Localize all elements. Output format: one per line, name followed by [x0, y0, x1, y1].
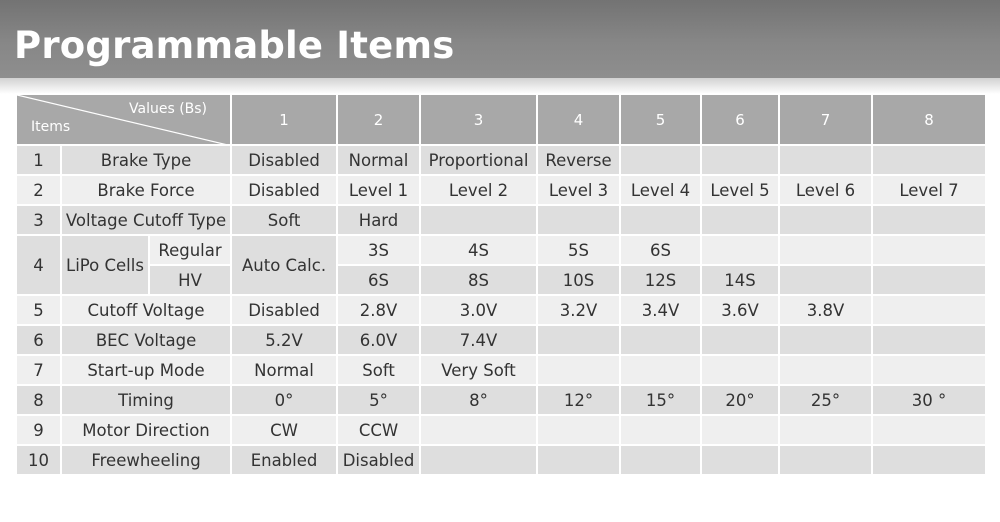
- value-cell: [420, 205, 537, 235]
- value-cell: [872, 355, 986, 385]
- value-cell: 6S: [337, 265, 420, 295]
- value-cell: [537, 445, 620, 475]
- table-row: [16, 325, 986, 355]
- value-cell: [779, 445, 872, 475]
- item-name: Motor Direction: [61, 415, 231, 445]
- value-cell: CCW: [337, 415, 420, 445]
- table-row: [16, 355, 986, 385]
- item-name: Brake Type: [61, 145, 231, 175]
- row-number: 6: [16, 325, 61, 355]
- value-cell: [537, 415, 620, 445]
- value-cell: [872, 445, 986, 475]
- value-cell: [779, 265, 872, 295]
- value-cell: CW: [231, 415, 337, 445]
- value-cell: [779, 415, 872, 445]
- table-row: [16, 145, 986, 175]
- value-cell: [701, 415, 779, 445]
- table-row: [16, 205, 986, 235]
- column-header: 1: [231, 94, 337, 145]
- value-cell: [701, 145, 779, 175]
- value-cell: [620, 145, 701, 175]
- column-header: 3: [420, 94, 537, 145]
- value-cell: Disabled: [337, 445, 420, 475]
- value-cell: 12S: [620, 265, 701, 295]
- item-name: Voltage Cutoff Type: [61, 205, 231, 235]
- value-cell: [620, 205, 701, 235]
- row-number: 3: [16, 205, 61, 235]
- value-cell: Hard: [337, 205, 420, 235]
- banner-shadow: [0, 78, 1000, 94]
- value-cell: Auto Calc.: [231, 235, 337, 295]
- row-number: 10: [16, 445, 61, 475]
- table-row: [16, 445, 986, 475]
- item-name: Timing: [61, 385, 231, 415]
- value-cell: Soft: [337, 355, 420, 385]
- column-header: 5: [620, 94, 701, 145]
- value-cell: [872, 295, 986, 325]
- value-cell: 5.2V: [231, 325, 337, 355]
- items-axis-label: Items: [31, 119, 71, 135]
- table-row: [16, 235, 986, 265]
- row-number: 9: [16, 415, 61, 445]
- item-name: BEC Voltage: [61, 325, 231, 355]
- value-cell: 10S: [537, 265, 620, 295]
- value-cell: Level 7: [872, 175, 986, 205]
- item-name: Freewheeling: [61, 445, 231, 475]
- value-cell: Level 6: [779, 175, 872, 205]
- value-cell: [537, 325, 620, 355]
- value-cell: [537, 205, 620, 235]
- table-row: [16, 415, 986, 445]
- value-cell: [537, 355, 620, 385]
- row-number: 5: [16, 295, 61, 325]
- value-cell: Level 1: [337, 175, 420, 205]
- value-cell: [620, 325, 701, 355]
- value-cell: 15°: [620, 385, 701, 415]
- value-cell: [872, 205, 986, 235]
- value-cell: [872, 145, 986, 175]
- value-cell: Very Soft: [420, 355, 537, 385]
- value-cell: 2.8V: [337, 295, 420, 325]
- value-cell: Disabled: [231, 145, 337, 175]
- value-cell: Disabled: [231, 295, 337, 325]
- value-cell: Normal: [231, 355, 337, 385]
- value-cell: 3.6V: [701, 295, 779, 325]
- value-cell: Proportional: [420, 145, 537, 175]
- sub-item-label: Regular: [149, 235, 231, 265]
- value-cell: Level 4: [620, 175, 701, 205]
- value-cell: [701, 325, 779, 355]
- value-cell: 12°: [537, 385, 620, 415]
- row-number: 1: [16, 145, 61, 175]
- value-cell: 8S: [420, 265, 537, 295]
- value-cell: [620, 355, 701, 385]
- sub-item-label: HV: [149, 265, 231, 295]
- value-cell: [701, 445, 779, 475]
- item-name: Brake Force: [61, 175, 231, 205]
- value-cell: 3.8V: [779, 295, 872, 325]
- row-number: 2: [16, 175, 61, 205]
- column-header: 8: [872, 94, 986, 145]
- value-cell: [620, 415, 701, 445]
- column-header: 6: [701, 94, 779, 145]
- value-cell: [420, 415, 537, 445]
- values-axis-label: Values (Bs): [129, 101, 208, 117]
- value-cell: 0°: [231, 385, 337, 415]
- value-cell: Level 2: [420, 175, 537, 205]
- column-header: 7: [779, 94, 872, 145]
- table-row: [16, 175, 986, 205]
- column-header: 4: [537, 94, 620, 145]
- value-cell: 30 °: [872, 385, 986, 415]
- value-cell: 3.2V: [537, 295, 620, 325]
- corner-header-cell: [16, 94, 231, 145]
- row-number: 7: [16, 355, 61, 385]
- value-cell: [779, 205, 872, 235]
- value-cell: [701, 235, 779, 265]
- value-cell: 6.0V: [337, 325, 420, 355]
- value-cell: [701, 205, 779, 235]
- value-cell: 5S: [537, 235, 620, 265]
- value-cell: 20°: [701, 385, 779, 415]
- row-number: 4: [16, 235, 61, 295]
- value-cell: 6S: [620, 235, 701, 265]
- value-cell: Normal: [337, 145, 420, 175]
- item-name: Start-up Mode: [61, 355, 231, 385]
- value-cell: Reverse: [537, 145, 620, 175]
- table-row: [16, 295, 986, 325]
- item-name: Cutoff Voltage: [61, 295, 231, 325]
- table-row: [16, 265, 986, 295]
- value-cell: [872, 265, 986, 295]
- value-cell: 25°: [779, 385, 872, 415]
- row-number: 8: [16, 385, 61, 415]
- value-cell: [872, 415, 986, 445]
- value-cell: [779, 325, 872, 355]
- value-cell: 5°: [337, 385, 420, 415]
- value-cell: Enabled: [231, 445, 337, 475]
- value-cell: 4S: [420, 235, 537, 265]
- value-cell: [872, 325, 986, 355]
- item-name: LiPo Cells: [61, 235, 149, 295]
- value-cell: 7.4V: [420, 325, 537, 355]
- title-banner: [0, 0, 1000, 78]
- value-cell: Level 3: [537, 175, 620, 205]
- value-cell: [779, 355, 872, 385]
- value-cell: [872, 235, 986, 265]
- value-cell: [779, 145, 872, 175]
- value-cell: 3.0V: [420, 295, 537, 325]
- value-cell: [420, 445, 537, 475]
- value-cell: [620, 445, 701, 475]
- table-row: [16, 385, 986, 415]
- programmable-items-table: [15, 93, 987, 476]
- value-cell: Disabled: [231, 175, 337, 205]
- value-cell: 3S: [337, 235, 420, 265]
- value-cell: 14S: [701, 265, 779, 295]
- value-cell: [779, 235, 872, 265]
- table-header-row: [16, 94, 986, 145]
- page-title: Programmable Items: [14, 24, 455, 67]
- value-cell: Soft: [231, 205, 337, 235]
- value-cell: 3.4V: [620, 295, 701, 325]
- value-cell: [701, 355, 779, 385]
- value-cell: 8°: [420, 385, 537, 415]
- column-header: 2: [337, 94, 420, 145]
- value-cell: Level 5: [701, 175, 779, 205]
